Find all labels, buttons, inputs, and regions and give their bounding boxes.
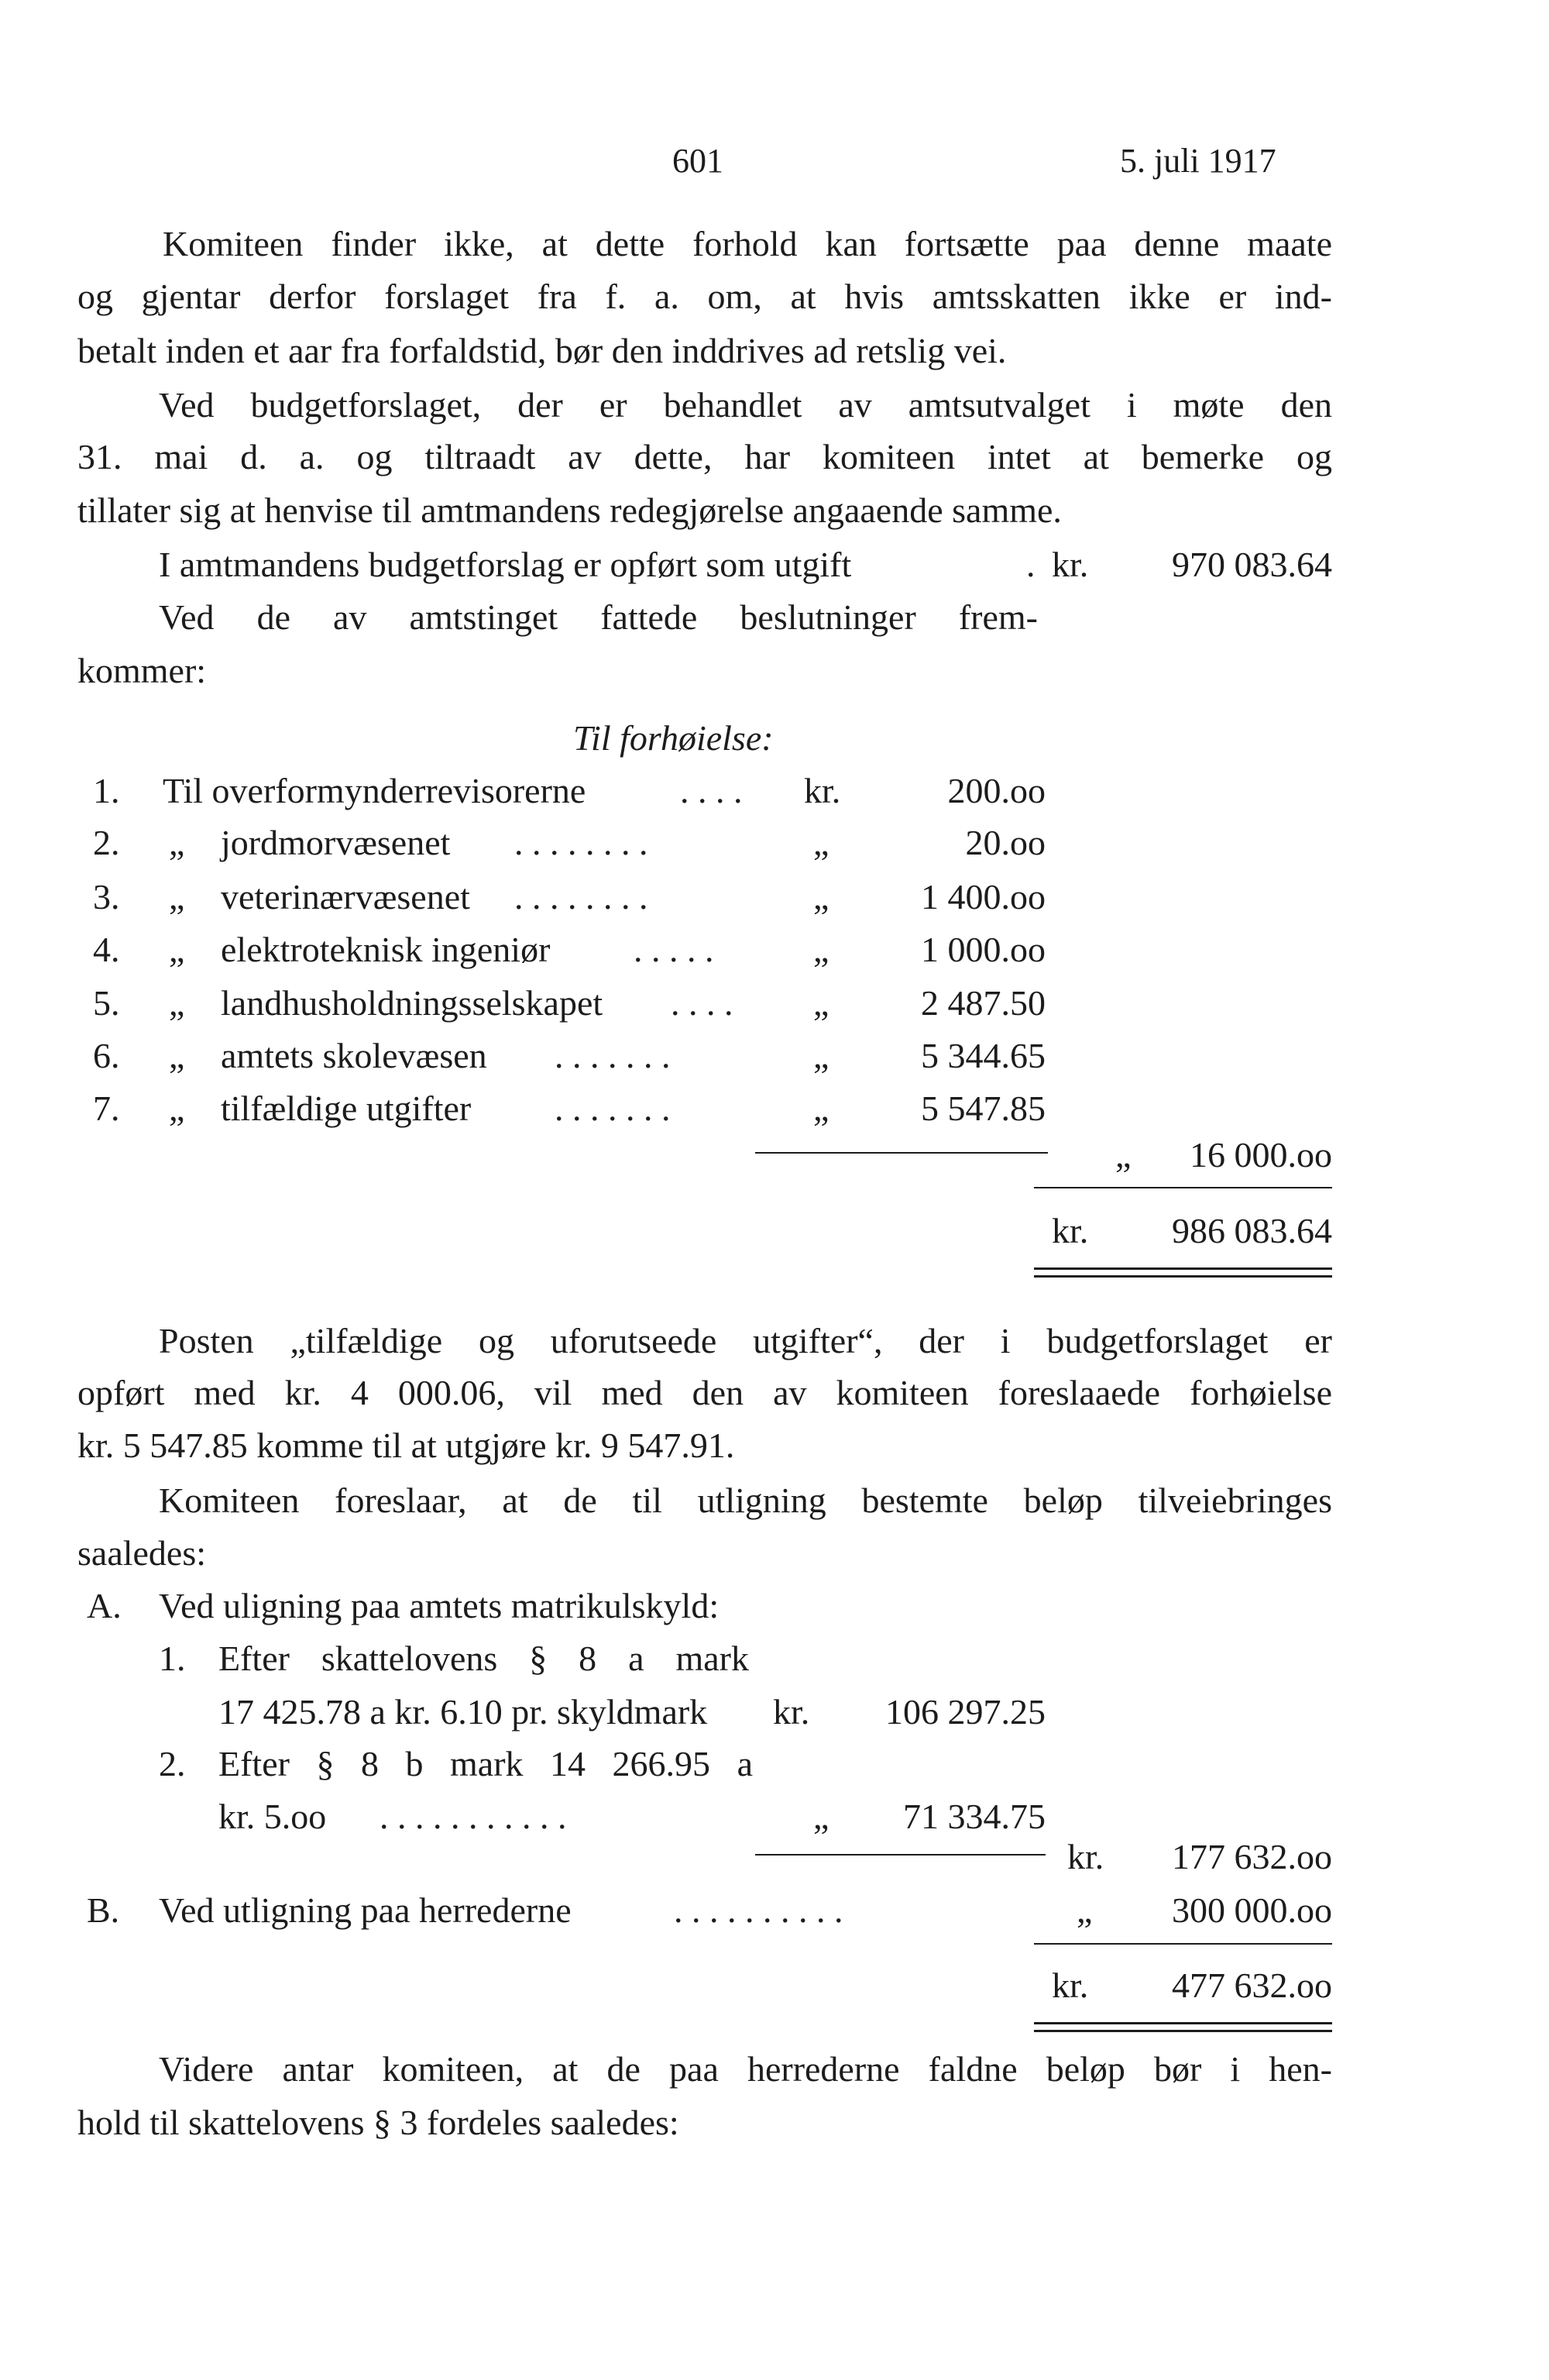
increase-unit: „ <box>813 983 829 1023</box>
increase-num: 4. <box>93 930 120 969</box>
grand-total-rule <box>1034 1187 1332 1188</box>
intro-line-4: Ved budgetforslaget, der er behandlet av amtsutvalget i møte den <box>159 385 1332 425</box>
section-a-title: Ved uligning paa amtets matrikulskyld: <box>159 1586 720 1625</box>
budget-expense-amount: 970 083.64 <box>1172 545 1332 584</box>
section-a-item-line2: 17 425.78 a kr. 6.10 pr. skyldmark <box>218 1692 708 1732</box>
resolutions-line-1: Ved de av amtstinget fattede beslutninger frem- <box>159 597 1038 637</box>
budget-expense-text: I amtmandens budgetforslag er opført som utgift <box>159 545 852 584</box>
section-a-item-unit: kr. <box>773 1692 810 1732</box>
proposal-line-1: Komiteen foreslaar, at de til utligning bestemte beløp tilveiebringes <box>159 1481 1332 1520</box>
section-a-item-num: 1. <box>159 1639 186 1678</box>
increase-dots: . . . . . . . <box>555 1036 671 1075</box>
increase-total-unit: „ <box>1115 1135 1132 1175</box>
final-total-double-rule-top <box>1034 2022 1332 2024</box>
increase-dots: . . . . . . . <box>555 1089 671 1128</box>
increase-ditto: „ <box>169 823 185 862</box>
page-number: 601 <box>672 142 723 180</box>
increase-num: 2. <box>93 823 120 862</box>
increase-amount: 2 487.50 <box>921 983 1046 1023</box>
increase-amount: 1 400.oo <box>921 877 1046 917</box>
section-b-title: Ved utligning paa herrederne <box>159 1890 572 1930</box>
increase-amount: 5 344.65 <box>921 1036 1046 1075</box>
grand-total-double-rule-bottom <box>1034 1275 1332 1278</box>
section-a-item-unit: „ <box>813 1797 829 1836</box>
increase-amount: 200.oo <box>947 771 1046 810</box>
section-a-item-line1: Efter § 8 b mark 14 266.95 a <box>218 1744 753 1783</box>
section-b-label: B. <box>87 1890 120 1930</box>
section-b-unit: „ <box>1077 1890 1093 1930</box>
grand-total-double-rule-top <box>1034 1267 1332 1270</box>
section-a-sum-rule <box>755 1854 1046 1856</box>
increase-label: landhusholdningsselskapet <box>221 983 603 1023</box>
increase-ditto: „ <box>169 1036 185 1075</box>
final-total-unit: kr. <box>1052 1966 1089 2005</box>
posten-line-3: kr. 5 547.85 komme til at utgjøre kr. 9 547.91. <box>77 1426 735 1465</box>
increase-label: Til overformynderrevisorerne <box>163 771 586 810</box>
posten-line-1: Posten „tilfældige og uforutseede utgifter“, der i budgetforslaget er <box>159 1321 1332 1360</box>
budget-expense-dot: . <box>1026 545 1036 584</box>
section-a-item-amount: 71 334.75 <box>903 1797 1046 1836</box>
page-date: 5. juli 1917 <box>1120 142 1276 180</box>
increase-unit: kr. <box>804 771 841 810</box>
increase-dots: . . . . . <box>634 930 714 969</box>
increase-dots: . . . . . . . . <box>514 823 648 862</box>
closing-line-1: Videre antar komiteen, at de paa herrederne faldne beløp bør i hen- <box>159 2049 1332 2089</box>
grand-total-unit: kr. <box>1052 1211 1089 1250</box>
intro-line-3: betalt inden et aar fra forfaldstid, bør den inddrives ad retslig vei. <box>77 331 1007 370</box>
section-a-item-num: 2. <box>159 1744 186 1783</box>
increase-unit: „ <box>813 877 829 917</box>
increase-total-amount: 16 000.oo <box>1190 1135 1332 1175</box>
section-a-label: A. <box>87 1586 122 1625</box>
increase-unit: „ <box>813 1089 829 1128</box>
intro-line-6: tillater sig at henvise til amtmandens redegjørelse angaaende samme. <box>77 490 1062 530</box>
increase-amount: 1 000.oo <box>921 930 1046 969</box>
section-b-amount: 300 000.oo <box>1172 1890 1332 1930</box>
increase-label: elektroteknisk ingeniør <box>221 930 551 969</box>
proposal-line-2: saaledes: <box>77 1533 207 1573</box>
increase-amount: 20.oo <box>965 823 1046 862</box>
increase-heading: Til forhøielse: <box>573 718 774 758</box>
posten-line-2: opført med kr. 4 000.06, vil med den av komiteen foreslaaede forhøielse <box>77 1373 1332 1412</box>
final-total-rule <box>1034 1943 1332 1945</box>
increase-label: veterinærvæsenet <box>221 877 470 917</box>
increase-unit: „ <box>813 1036 829 1075</box>
final-total-amount: 477 632.oo <box>1172 1966 1332 2005</box>
increase-dots: . . . . . . . . <box>514 877 648 917</box>
increase-dots: . . . . <box>671 983 733 1023</box>
final-total-double-rule-bottom <box>1034 2030 1332 2032</box>
increase-ditto: „ <box>169 983 185 1023</box>
increase-ditto: „ <box>169 1089 185 1128</box>
increase-sum-rule <box>755 1152 1048 1154</box>
resolutions-line-2: kommer: <box>77 651 207 690</box>
increase-num: 5. <box>93 983 120 1023</box>
section-a-item-line2: kr. 5.oo <box>218 1797 327 1836</box>
increase-num: 6. <box>93 1036 120 1075</box>
section-a-subtotal-amount: 177 632.oo <box>1172 1837 1332 1876</box>
grand-total-amount: 986 083.64 <box>1172 1211 1332 1250</box>
increase-unit: „ <box>813 823 829 862</box>
section-a-item-line1: Efter skattelovens § 8 a mark <box>218 1639 749 1678</box>
increase-dots: . . . . <box>680 771 743 810</box>
intro-line-5: 31. mai d. a. og tiltraadt av dette, har komiteen intet at bemerke og <box>77 437 1332 476</box>
increase-num: 3. <box>93 877 120 917</box>
budget-expense-currency: kr. <box>1052 545 1089 584</box>
increase-label: jordmorvæsenet <box>221 823 451 862</box>
increase-amount: 5 547.85 <box>921 1089 1046 1128</box>
section-a-subtotal-unit: kr. <box>1067 1837 1104 1876</box>
increase-num: 7. <box>93 1089 120 1128</box>
increase-ditto: „ <box>169 930 185 969</box>
section-b-dots: . . . . . . . . . . <box>674 1890 843 1930</box>
section-a-item-dots: . . . . . . . . . . . <box>380 1797 567 1836</box>
intro-line-1: Komiteen finder ikke, at dette forhold kan fortsætte paa denne maate <box>163 224 1332 263</box>
increase-label: tilfældige utgifter <box>221 1089 472 1128</box>
increase-ditto: „ <box>169 877 185 917</box>
section-a-item-amount: 106 297.25 <box>885 1692 1046 1732</box>
increase-label: amtets skolevæsen <box>221 1036 487 1075</box>
increase-num: 1. <box>93 771 120 810</box>
intro-line-2: og gjentar derfor forslaget fra f. a. om, at hvis amtsskatten ikke er ind- <box>77 277 1332 316</box>
increase-unit: „ <box>813 930 829 969</box>
closing-line-2: hold til skattelovens § 3 fordeles saaledes: <box>77 2103 679 2142</box>
